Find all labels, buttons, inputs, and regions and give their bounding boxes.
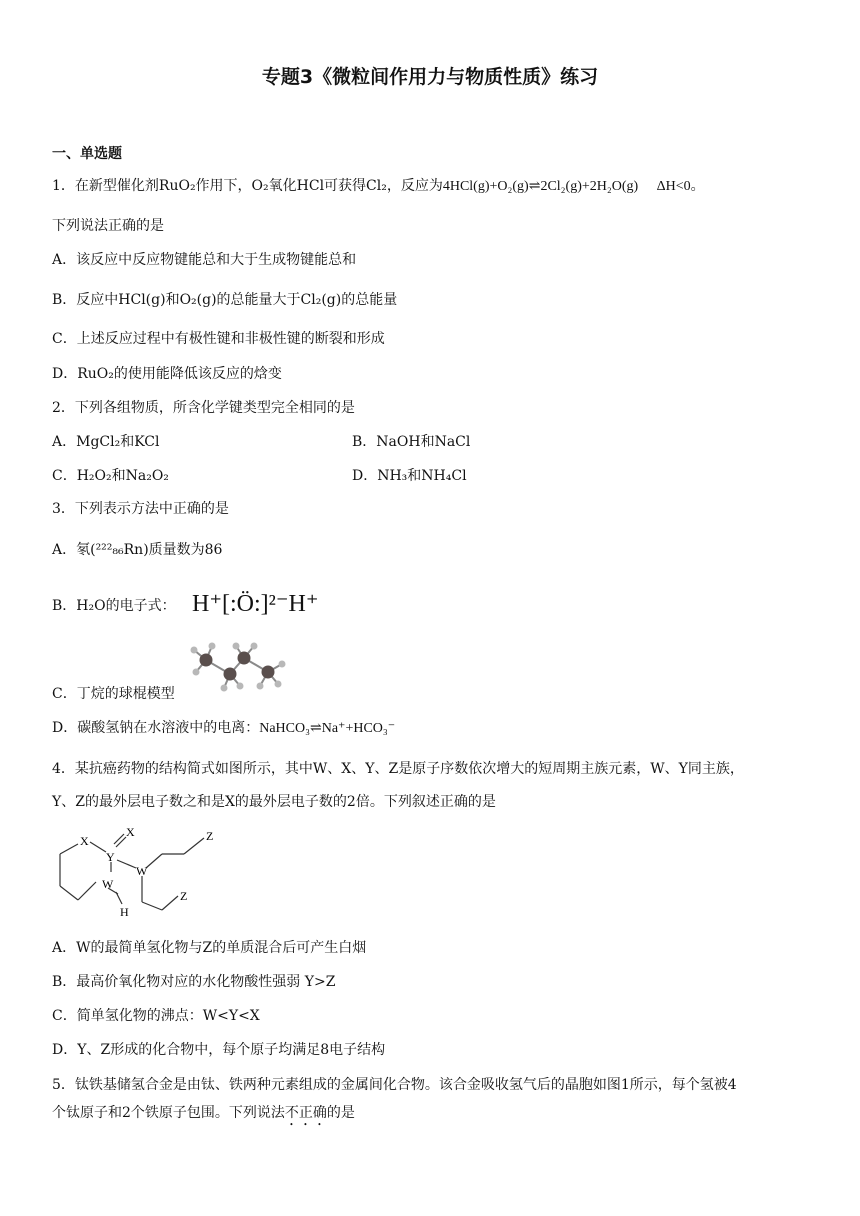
q1-reaction: 4HCl(g)+O₂(g)⇌2Cl₂(g)+2H₂O(g)	[442, 179, 639, 194]
q3-option-a: A．氡(²²²₈₆Rn)质量数为86	[52, 542, 223, 558]
q4-option-b: B．最高价氧化物对应的水化物酸性强弱 Y>Z	[52, 974, 336, 990]
q3-stem: 3．下列表示方法中正确的是	[52, 501, 229, 517]
q1-option-d: D．RuO₂的使用能降低该反应的焓变	[52, 366, 282, 382]
butane-ball-stick-model	[186, 640, 290, 696]
water-electron-formula: H⁺[:Ö:]²⁻H⁺	[192, 591, 319, 617]
q3-option-d	[52, 718, 395, 739]
q2-option-c: C．H₂O₂和Na₂O₂	[52, 468, 169, 484]
atom-label-z-top: Z	[206, 829, 214, 843]
q1-option-c: C．上述反应过程中有极性键和非极性键的断裂和形成	[52, 331, 385, 347]
q5-line2-post: 的是	[326, 1105, 355, 1121]
atom-label-w-ring: W	[102, 877, 114, 891]
q4-option-d: D．Y、Z形成的化合物中，每个原子均满足8电子结构	[52, 1042, 386, 1058]
q5-stem-line2	[52, 1103, 355, 1129]
q4-stem-line2: Y、Z的最外层电子数之和是X的最外层电子数的2倍。下列叙述正确的是	[52, 794, 496, 810]
drug-structure-diagram	[50, 826, 240, 922]
q5-line2-pre: 个钛原子和2个铁原子包围。下列说法	[52, 1105, 285, 1121]
q1-dh: ΔH<0。	[656, 179, 705, 194]
atom-label-x-ring: X	[80, 834, 89, 848]
q2-option-a: A．MgCl₂和KCl	[52, 434, 160, 450]
atom-label-y: Y	[106, 850, 115, 864]
q1-stem2: 下列说法正确的是	[52, 218, 164, 234]
atom-label-h: H	[120, 905, 129, 919]
q1-option-a: A．该反应中反应物键能总和大于生成物键能总和	[52, 252, 357, 268]
ionization-equation: NaHCO₃⇌Na⁺+HCO₃⁻	[259, 721, 396, 736]
q3-option-d-text: D．碳酸氢钠在水溶液中的电离：	[52, 720, 260, 736]
q4-option-c: C．简单氢化物的沸点：W<Y<X	[52, 1008, 260, 1024]
q1-option-b: B．反应中HCl(g)和O₂(g)的总能量大于Cl₂(g)的总能量	[52, 292, 398, 308]
atom-label-w-chain: W	[136, 864, 148, 878]
section-heading: 一、单选题	[52, 146, 122, 162]
q2-stem: 2．下列各组物质，所含化学键类型完全相同的是	[52, 400, 355, 416]
q4-option-a: A．W的最简单氢化物与Z的单质混合后可产生白烟	[52, 940, 367, 956]
q1-intro: 1．在新型催化剂RuO₂作用下，O₂氧化HCl可获得Cl₂，反应为	[52, 178, 443, 194]
q4-stem-line1: 4．某抗癌药物的结构简式如图所示，其中W、X、Y、Z是原子序数依次增大的短周期主族元素，W、Y同主族，	[52, 761, 744, 777]
q5-stem-line1: 5．钛铁基储氢合金是由钛、铁两种元素组成的金属间化合物。该合金吸收氢气后的晶胞如图1所示，每个氢被4	[52, 1077, 737, 1093]
q3-option-c: C．丁烷的球棍模型	[52, 686, 175, 702]
q2-option-d: D．NH₃和NH₄Cl	[352, 468, 467, 484]
q5-line2-emphasis: 不正确	[284, 1105, 327, 1121]
atom-label-x-double: X	[126, 826, 135, 839]
q3-option-b: B．H₂O的电子式：	[52, 598, 176, 614]
page-title: 专题3《微粒间作用力与物质性质》练习	[261, 66, 599, 88]
q2-option-b: B．NaOH和NaCl	[352, 434, 471, 450]
q1-stem	[52, 176, 705, 197]
atom-label-z-bottom: Z	[180, 889, 188, 903]
